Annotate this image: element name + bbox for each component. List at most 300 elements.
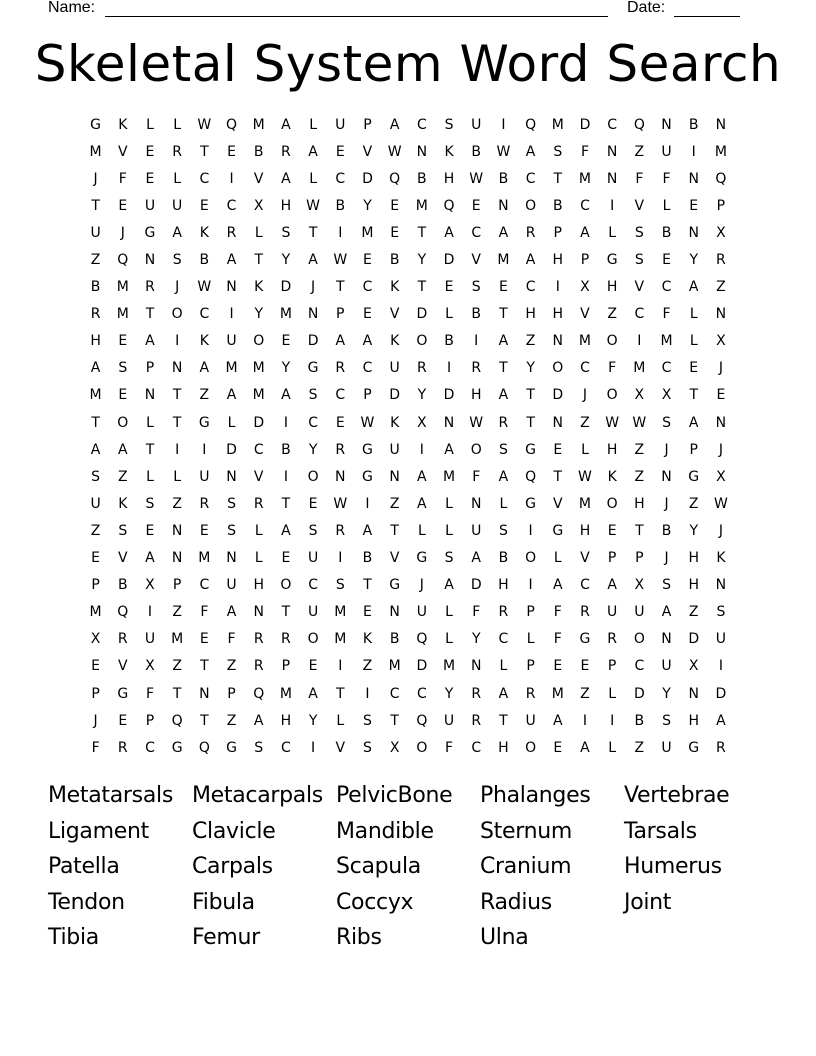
grid-letter[interactable]: L: [445, 604, 453, 621]
grid-letter[interactable]: E: [145, 522, 155, 539]
grid-letter[interactable]: T: [91, 414, 100, 431]
grid-letter[interactable]: R: [335, 522, 346, 539]
grid-letter[interactable]: W: [713, 495, 728, 512]
grid-letter[interactable]: F: [91, 739, 100, 756]
grid-letter[interactable]: S: [308, 387, 318, 404]
grid-letter[interactable]: L: [608, 224, 617, 241]
grid-letter[interactable]: E: [498, 279, 508, 296]
grid-letter[interactable]: E: [689, 197, 699, 214]
grid-letter[interactable]: Z: [525, 333, 536, 350]
grid-letter[interactable]: R: [471, 360, 482, 377]
grid-letter[interactable]: N: [335, 468, 346, 485]
grid-letter[interactable]: E: [471, 197, 481, 214]
grid-letter[interactable]: A: [308, 252, 318, 269]
grid-letter[interactable]: A: [716, 712, 726, 729]
grid-letter[interactable]: I: [446, 360, 452, 377]
grid-letter[interactable]: T: [363, 577, 372, 594]
grid-letter[interactable]: O: [552, 360, 564, 377]
grid-letter[interactable]: J: [664, 550, 669, 567]
grid-letter[interactable]: A: [281, 170, 291, 187]
grid-letter[interactable]: R: [145, 279, 155, 296]
grid-letter[interactable]: T: [172, 414, 182, 431]
grid-letter[interactable]: U: [661, 658, 672, 675]
grid-letter[interactable]: N: [715, 306, 727, 323]
grid-letter[interactable]: G: [198, 414, 210, 431]
grid-letter[interactable]: C: [335, 170, 346, 187]
grid-letter[interactable]: M: [334, 631, 347, 648]
grid-letter[interactable]: X: [90, 631, 101, 648]
grid-letter[interactable]: S: [716, 604, 726, 621]
grid-letter[interactable]: H: [552, 252, 564, 269]
grid-letter[interactable]: U: [226, 333, 237, 350]
grid-letter[interactable]: A: [362, 522, 373, 539]
grid-letter[interactable]: L: [581, 441, 589, 458]
grid-letter[interactable]: D: [633, 685, 645, 702]
grid-letter[interactable]: M: [415, 197, 428, 214]
grid-letter[interactable]: U: [335, 116, 346, 133]
grid-letter[interactable]: Z: [90, 522, 101, 539]
grid-letter[interactable]: E: [390, 197, 400, 214]
grid-letter[interactable]: X: [716, 333, 726, 350]
grid-letter[interactable]: M: [578, 495, 592, 512]
grid-letter[interactable]: Q: [443, 197, 455, 214]
grid-letter[interactable]: J: [718, 360, 723, 377]
grid-letter[interactable]: U: [144, 631, 156, 648]
grid-letter[interactable]: C: [525, 279, 536, 296]
grid-letter[interactable]: L: [173, 116, 182, 133]
grid-letter[interactable]: J: [93, 170, 98, 187]
grid-letter[interactable]: Z: [580, 685, 590, 702]
grid-letter[interactable]: A: [607, 577, 617, 594]
grid-letter[interactable]: N: [661, 116, 672, 133]
grid-letter[interactable]: M: [198, 550, 211, 567]
grid-letter[interactable]: M: [252, 360, 265, 377]
grid-letter[interactable]: A: [552, 712, 563, 729]
grid-letter[interactable]: G: [362, 468, 373, 485]
grid-letter[interactable]: A: [281, 116, 291, 133]
grid-letter[interactable]: I: [283, 414, 288, 431]
grid-letter[interactable]: H: [552, 306, 564, 323]
grid-letter[interactable]: U: [443, 712, 455, 729]
grid-letter[interactable]: G: [362, 441, 373, 458]
grid-letter[interactable]: U: [172, 197, 183, 214]
grid-letter[interactable]: U: [389, 441, 400, 458]
grid-letter[interactable]: L: [445, 495, 453, 512]
grid-letter[interactable]: B: [471, 143, 482, 160]
grid-letter[interactable]: F: [580, 143, 589, 160]
grid-letter[interactable]: J: [582, 387, 588, 404]
grid-letter[interactable]: V: [253, 468, 264, 485]
grid-letter[interactable]: N: [226, 550, 237, 567]
grid-letter[interactable]: D: [552, 387, 564, 404]
grid-letter[interactable]: R: [498, 604, 509, 621]
grid-letter[interactable]: M: [334, 604, 347, 621]
grid-letter[interactable]: X: [253, 197, 264, 214]
grid-letter[interactable]: V: [389, 550, 400, 567]
grid-letter[interactable]: Q: [416, 712, 428, 729]
grid-letter[interactable]: R: [471, 712, 482, 729]
grid-letter[interactable]: L: [553, 550, 562, 567]
grid-letter[interactable]: I: [202, 441, 207, 458]
grid-letter[interactable]: H: [443, 170, 455, 187]
grid-letter[interactable]: X: [716, 224, 726, 241]
grid-letter[interactable]: W: [387, 143, 402, 160]
grid-letter[interactable]: K: [254, 279, 264, 296]
grid-letter[interactable]: G: [171, 739, 183, 756]
grid-letter[interactable]: A: [417, 468, 427, 485]
grid-letter[interactable]: X: [688, 658, 699, 675]
grid-letter[interactable]: P: [607, 658, 617, 675]
grid-letter[interactable]: D: [253, 414, 265, 431]
grid-letter[interactable]: D: [470, 577, 482, 594]
grid-letter[interactable]: Y: [689, 252, 698, 269]
grid-letter[interactable]: D: [416, 658, 428, 675]
grid-letter[interactable]: W: [197, 116, 212, 133]
grid-letter[interactable]: T: [553, 170, 563, 187]
grid-letter[interactable]: E: [553, 441, 563, 458]
grid-letter[interactable]: X: [389, 739, 400, 756]
grid-letter[interactable]: M: [551, 116, 564, 133]
grid-letter[interactable]: H: [498, 739, 509, 756]
grid-letter[interactable]: E: [118, 712, 128, 729]
grid-letter[interactable]: Q: [198, 739, 210, 756]
grid-letter[interactable]: C: [199, 170, 210, 187]
grid-letter[interactable]: S: [498, 441, 508, 458]
grid-letter[interactable]: E: [363, 604, 372, 621]
grid-letter[interactable]: U: [307, 604, 319, 621]
grid-letter[interactable]: M: [442, 658, 456, 675]
grid-letter[interactable]: O: [525, 550, 537, 567]
grid-letter[interactable]: L: [146, 116, 154, 133]
grid-letter[interactable]: E: [716, 387, 726, 404]
grid-letter[interactable]: C: [525, 170, 536, 187]
grid-letter[interactable]: N: [389, 468, 400, 485]
grid-letter[interactable]: C: [416, 116, 427, 133]
grid-letter[interactable]: G: [525, 441, 537, 458]
grid-letter[interactable]: V: [634, 279, 645, 296]
grid-letter[interactable]: S: [553, 143, 563, 160]
grid-letter[interactable]: C: [335, 387, 346, 404]
grid-letter[interactable]: S: [498, 522, 508, 539]
grid-letter[interactable]: C: [416, 685, 427, 702]
grid-letter[interactable]: P: [526, 604, 535, 621]
grid-letter[interactable]: F: [662, 170, 671, 187]
grid-letter[interactable]: D: [579, 116, 591, 133]
grid-letter[interactable]: V: [117, 658, 128, 675]
grid-letter[interactable]: J: [311, 279, 316, 296]
grid-letter[interactable]: C: [634, 306, 645, 323]
grid-letter[interactable]: O: [416, 739, 428, 756]
grid-letter[interactable]: T: [635, 522, 644, 539]
grid-letter[interactable]: T: [417, 224, 427, 241]
grid-letter[interactable]: S: [363, 739, 372, 756]
grid-letter[interactable]: P: [553, 224, 562, 241]
grid-letter[interactable]: P: [145, 360, 155, 377]
grid-letter[interactable]: I: [147, 604, 153, 621]
grid-letter[interactable]: D: [443, 387, 455, 404]
grid-letter[interactable]: D: [416, 306, 428, 323]
grid-letter[interactable]: N: [552, 333, 564, 350]
grid-letter[interactable]: O: [606, 333, 618, 350]
grid-letter[interactable]: Z: [172, 604, 182, 621]
grid-letter[interactable]: B: [389, 252, 400, 269]
grid-letter[interactable]: T: [200, 143, 209, 160]
grid-letter[interactable]: K: [362, 631, 373, 648]
grid-letter[interactable]: T: [145, 306, 155, 323]
grid-letter[interactable]: L: [445, 522, 453, 539]
grid-letter[interactable]: C: [389, 685, 400, 702]
grid-letter[interactable]: R: [226, 224, 237, 241]
grid-letter[interactable]: E: [335, 414, 345, 431]
grid-letter[interactable]: C: [253, 441, 264, 458]
grid-letter[interactable]: N: [416, 143, 428, 160]
grid-letter[interactable]: E: [607, 522, 617, 539]
grid-letter[interactable]: V: [117, 143, 128, 160]
grid-letter[interactable]: P: [580, 252, 590, 269]
grid-letter[interactable]: T: [390, 522, 399, 539]
grid-letter[interactable]: N: [552, 414, 564, 431]
grid-letter[interactable]: E: [199, 522, 209, 539]
grid-letter[interactable]: A: [525, 252, 536, 269]
grid-letter[interactable]: V: [580, 550, 590, 567]
grid-letter[interactable]: S: [662, 577, 671, 594]
grid-letter[interactable]: K: [390, 279, 400, 296]
grid-letter[interactable]: F: [553, 631, 562, 648]
grid-letter[interactable]: N: [715, 414, 727, 431]
grid-letter[interactable]: F: [145, 685, 154, 702]
grid-letter[interactable]: A: [172, 224, 182, 241]
grid-letter[interactable]: B: [471, 306, 482, 323]
grid-letter[interactable]: X: [417, 414, 427, 431]
grid-letter[interactable]: I: [175, 333, 180, 350]
grid-letter[interactable]: C: [607, 116, 618, 133]
grid-letter[interactable]: Z: [580, 414, 590, 431]
grid-letter[interactable]: I: [555, 279, 560, 296]
grid-letter[interactable]: A: [362, 333, 373, 350]
grid-letter[interactable]: C: [634, 658, 645, 675]
grid-letter[interactable]: I: [338, 550, 343, 567]
grid-letter[interactable]: A: [308, 143, 318, 160]
grid-letter[interactable]: Z: [226, 658, 237, 675]
grid-letter[interactable]: J: [175, 279, 180, 296]
grid-letter[interactable]: A: [199, 360, 210, 377]
grid-letter[interactable]: B: [389, 631, 400, 648]
grid-letter[interactable]: O: [606, 387, 618, 404]
grid-letter[interactable]: K: [444, 143, 454, 160]
grid-letter[interactable]: N: [226, 279, 237, 296]
grid-letter[interactable]: G: [416, 550, 428, 567]
grid-letter[interactable]: P: [635, 550, 644, 567]
grid-letter[interactable]: F: [662, 306, 671, 323]
grid-letter[interactable]: K: [199, 224, 209, 241]
grid-letter[interactable]: O: [633, 631, 645, 648]
grid-letter[interactable]: V: [580, 306, 590, 323]
grid-letter[interactable]: O: [280, 577, 292, 594]
grid-letter[interactable]: T: [553, 468, 563, 485]
grid-letter[interactable]: B: [417, 170, 427, 187]
grid-letter[interactable]: N: [606, 170, 618, 187]
grid-letter[interactable]: P: [145, 712, 155, 729]
grid-letter[interactable]: L: [146, 468, 154, 485]
grid-letter[interactable]: Q: [389, 170, 401, 187]
grid-letter[interactable]: Z: [90, 252, 101, 269]
grid-letter[interactable]: N: [171, 360, 183, 377]
grid-letter[interactable]: L: [173, 468, 182, 485]
grid-letter[interactable]: W: [469, 414, 484, 431]
grid-letter[interactable]: R: [90, 306, 101, 323]
grid-letter[interactable]: P: [363, 116, 372, 133]
grid-letter[interactable]: T: [91, 197, 100, 214]
grid-letter[interactable]: K: [607, 468, 617, 485]
grid-letter[interactable]: I: [175, 441, 180, 458]
grid-letter[interactable]: X: [716, 468, 726, 485]
grid-letter[interactable]: T: [336, 279, 345, 296]
grid-letter[interactable]: U: [471, 522, 482, 539]
grid-letter[interactable]: X: [145, 658, 155, 675]
grid-letter[interactable]: L: [499, 495, 508, 512]
grid-letter[interactable]: Y: [281, 252, 291, 269]
grid-letter[interactable]: A: [389, 116, 400, 133]
grid-letter[interactable]: E: [145, 143, 155, 160]
grid-letter[interactable]: R: [335, 441, 346, 458]
grid-letter[interactable]: S: [281, 224, 291, 241]
grid-letter[interactable]: K: [390, 414, 400, 431]
grid-letter[interactable]: Y: [689, 522, 698, 539]
grid-letter[interactable]: M: [497, 252, 510, 269]
grid-letter[interactable]: U: [525, 712, 536, 729]
grid-letter[interactable]: B: [335, 197, 346, 214]
grid-letter[interactable]: J: [718, 522, 723, 539]
grid-letter[interactable]: Y: [417, 252, 427, 269]
grid-letter[interactable]: H: [90, 333, 101, 350]
grid-letter[interactable]: L: [499, 658, 508, 675]
grid-letter[interactable]: L: [173, 170, 182, 187]
grid-letter[interactable]: S: [634, 252, 644, 269]
grid-letter[interactable]: C: [580, 360, 590, 377]
grid-letter[interactable]: W: [306, 197, 321, 214]
grid-letter[interactable]: E: [281, 550, 291, 567]
grid-letter[interactable]: Z: [199, 387, 210, 404]
grid-letter[interactable]: N: [661, 631, 672, 648]
grid-letter[interactable]: N: [226, 468, 237, 485]
grid-letter[interactable]: L: [227, 414, 236, 431]
grid-letter[interactable]: G: [606, 252, 618, 269]
grid-letter[interactable]: O: [470, 441, 482, 458]
grid-letter[interactable]: A: [308, 685, 318, 702]
grid-letter[interactable]: N: [389, 604, 400, 621]
grid-letter[interactable]: L: [146, 414, 154, 431]
grid-letter[interactable]: J: [419, 577, 424, 594]
grid-letter[interactable]: X: [634, 577, 645, 594]
grid-letter[interactable]: S: [145, 495, 155, 512]
grid-letter[interactable]: P: [689, 441, 698, 458]
grid-letter[interactable]: J: [664, 441, 669, 458]
grid-letter[interactable]: I: [501, 116, 506, 133]
grid-letter[interactable]: P: [91, 685, 100, 702]
grid-letter[interactable]: I: [582, 712, 588, 729]
grid-letter[interactable]: O: [171, 306, 183, 323]
grid-letter[interactable]: B: [661, 224, 672, 241]
grid-letter[interactable]: R: [416, 360, 427, 377]
grid-letter[interactable]: N: [144, 252, 156, 269]
grid-letter[interactable]: C: [661, 279, 672, 296]
grid-letter[interactable]: L: [445, 306, 453, 323]
grid-letter[interactable]: Q: [117, 252, 129, 269]
grid-letter[interactable]: B: [498, 170, 509, 187]
grid-letter[interactable]: Y: [308, 441, 318, 458]
grid-letter[interactable]: U: [715, 631, 727, 648]
grid-letter[interactable]: H: [253, 577, 264, 594]
grid-letter[interactable]: T: [200, 712, 209, 729]
grid-letter[interactable]: R: [471, 685, 482, 702]
grid-letter[interactable]: I: [338, 224, 343, 241]
grid-letter[interactable]: T: [336, 685, 345, 702]
grid-letter[interactable]: Z: [607, 306, 617, 323]
grid-letter[interactable]: N: [443, 414, 455, 431]
grid-letter[interactable]: D: [280, 279, 292, 296]
grid-letter[interactable]: D: [307, 333, 319, 350]
grid-letter[interactable]: O: [525, 739, 537, 756]
grid-letter[interactable]: Q: [525, 468, 537, 485]
grid-letter[interactable]: D: [389, 387, 401, 404]
grid-letter[interactable]: B: [661, 522, 672, 539]
grid-letter[interactable]: M: [89, 604, 102, 621]
grid-letter[interactable]: C: [226, 197, 237, 214]
grid-letter[interactable]: N: [688, 685, 699, 702]
grid-letter[interactable]: W: [469, 170, 484, 187]
grid-letter[interactable]: Y: [281, 360, 291, 377]
grid-letter[interactable]: U: [471, 116, 482, 133]
grid-letter[interactable]: R: [117, 739, 128, 756]
grid-letter[interactable]: H: [688, 712, 699, 729]
grid-letter[interactable]: M: [714, 143, 727, 160]
grid-letter[interactable]: G: [688, 468, 700, 485]
grid-letter[interactable]: U: [199, 468, 210, 485]
grid-letter[interactable]: V: [253, 170, 264, 187]
grid-letter[interactable]: R: [199, 495, 210, 512]
grid-letter[interactable]: W: [496, 143, 511, 160]
grid-letter[interactable]: L: [336, 712, 345, 729]
grid-letter[interactable]: O: [416, 333, 428, 350]
grid-letter[interactable]: F: [472, 468, 481, 485]
grid-letter[interactable]: A: [335, 333, 346, 350]
grid-letter[interactable]: A: [281, 522, 291, 539]
grid-letter[interactable]: S: [172, 252, 182, 269]
grid-letter[interactable]: G: [117, 685, 129, 702]
grid-letter[interactable]: N: [498, 197, 509, 214]
grid-letter[interactable]: T: [145, 441, 155, 458]
grid-letter[interactable]: L: [309, 170, 317, 187]
grid-letter[interactable]: T: [499, 712, 508, 729]
grid-letter[interactable]: M: [252, 387, 265, 404]
grid-letter[interactable]: M: [578, 170, 592, 187]
grid-letter[interactable]: Q: [253, 685, 265, 702]
grid-letter[interactable]: E: [91, 658, 101, 675]
grid-letter[interactable]: M: [388, 658, 401, 675]
grid-letter[interactable]: T: [281, 604, 291, 621]
grid-letter[interactable]: S: [118, 360, 128, 377]
grid-letter[interactable]: E: [281, 333, 291, 350]
grid-letter[interactable]: L: [445, 631, 453, 648]
grid-letter[interactable]: O: [307, 631, 319, 648]
grid-letter[interactable]: M: [252, 116, 265, 133]
grid-letter[interactable]: U: [90, 495, 101, 512]
grid-letter[interactable]: V: [117, 550, 128, 567]
grid-letter[interactable]: V: [335, 739, 346, 756]
grid-letter[interactable]: Z: [172, 495, 182, 512]
grid-letter[interactable]: E: [662, 252, 671, 269]
grid-letter[interactable]: M: [578, 333, 592, 350]
